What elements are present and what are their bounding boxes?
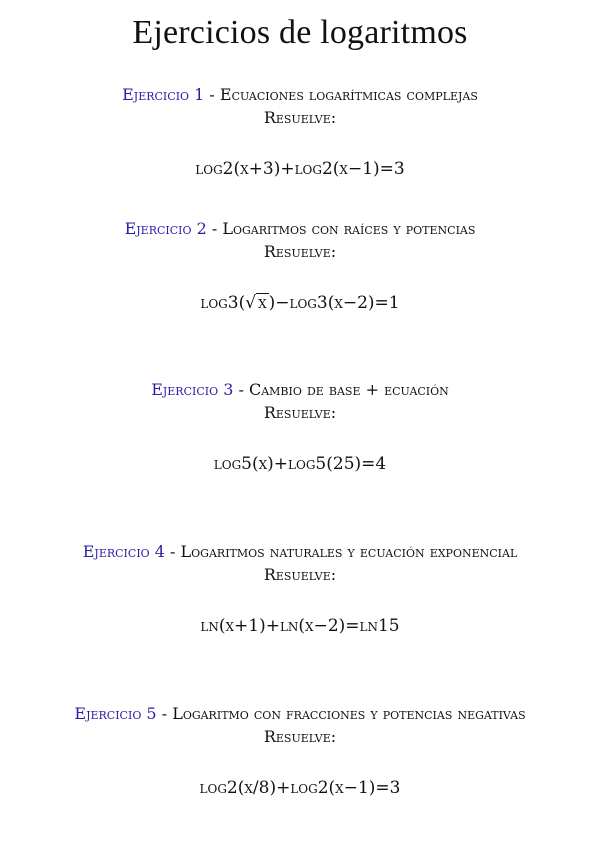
- exercise-1-topic: Ecuaciones logarítmicas complejas: [219, 85, 478, 104]
- exercise-2-topic: Logaritmos con raíces y potencias: [222, 219, 476, 238]
- exercise-3-topic: Cambio de base + ecuación: [248, 380, 449, 399]
- exercise-3-link[interactable]: Ejercicio 3: [151, 380, 234, 399]
- exercise-3-separator: -: [233, 380, 249, 399]
- exercise-4-link[interactable]: Ejercicio 4: [82, 542, 165, 561]
- exercise-5-heading: [0, 702, 600, 726]
- exercise-1-heading: [0, 83, 600, 107]
- exercise-4-instruction: Resuelve:: [263, 565, 337, 584]
- exercise-2: [0, 217, 600, 315]
- exercise-2-heading: [0, 217, 600, 241]
- exercise-4-equation: ln(x+1)+ln(x−2)=ln15: [200, 616, 400, 636]
- exercise-5-link[interactable]: Ejercicio 5: [74, 704, 157, 723]
- exercise-4-topic: Logaritmos naturales y ecuación exponencial: [180, 542, 518, 561]
- exercise-3-equation: log5(x)+log5(25)=4: [213, 454, 387, 474]
- exercise-2-equation-pre: log3(√: [200, 293, 257, 313]
- exercise-5-instruction: Resuelve:: [263, 727, 337, 746]
- exercise-1-link[interactable]: Ejercicio 1: [122, 85, 205, 104]
- exercise-5-equation: log2(x/8)+log2(x−1)=3: [199, 778, 401, 798]
- exercise-5-topic: Logaritmo con fracciones y potencias negativas: [172, 704, 526, 723]
- exercise-2-equation-post: )−log3(x−2)=1: [268, 293, 400, 313]
- exercise-2-equation: [0, 291, 600, 315]
- exercise-2-equation-radicand: x: [258, 293, 267, 313]
- exercise-2-separator: -: [206, 219, 223, 238]
- exercise-5: [0, 702, 600, 800]
- exercise-1: [0, 83, 600, 181]
- exercise-3: [0, 378, 600, 476]
- exercise-3-instruction: Resuelve:: [263, 403, 337, 422]
- exercise-4-separator: -: [164, 542, 181, 561]
- exercise-4: [0, 540, 600, 638]
- page-title: Ejercicios de logaritmos: [132, 14, 468, 51]
- exercise-1-equation: log2(x+3)+log2(x−1)=3: [195, 159, 405, 179]
- exercise-1-separator: -: [204, 85, 220, 104]
- exercise-2-link[interactable]: Ejercicio 2: [124, 219, 207, 238]
- exercise-4-heading: [0, 540, 600, 564]
- exercise-3-heading: [0, 378, 600, 402]
- exercise-1-instruction: Resuelve:: [263, 108, 337, 127]
- exercise-2-instruction: Resuelve:: [263, 242, 337, 261]
- exercise-5-separator: -: [156, 704, 173, 723]
